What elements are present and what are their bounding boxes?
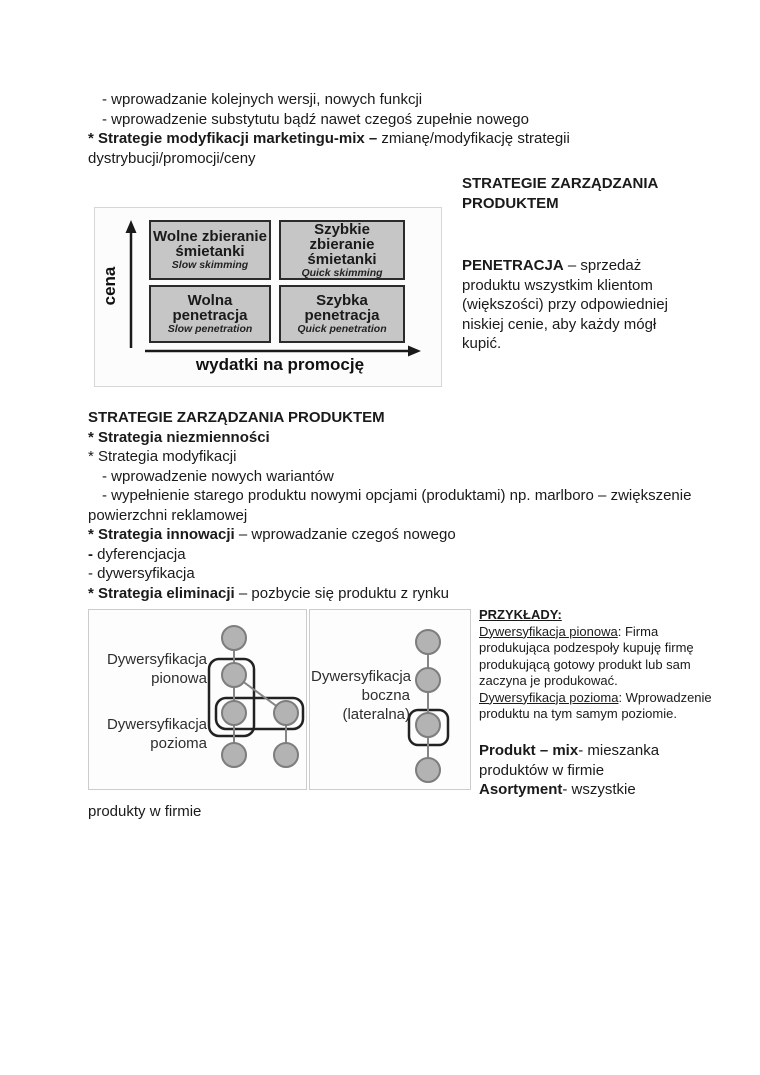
dyferencjacja-line	[88, 545, 753, 565]
strategies-list	[88, 408, 753, 603]
produkt-mix-definition	[479, 741, 694, 780]
product-node	[274, 701, 298, 725]
label-dywersyfikacja-pionowa: Dywersyfikacja pionowa	[106, 651, 207, 687]
strategy-eliminacji	[88, 584, 753, 604]
dyferencjacja-rest: dyferencjacja	[93, 545, 186, 563]
label-dywersyfikacja-pozioma: Dywersyfikacja pozioma	[106, 716, 207, 752]
quadrant-slow-penetration	[149, 285, 271, 343]
dywersyfikacja-line: - dywersyfikacja	[88, 565, 195, 582]
eliminacji-bold: * Strategia eliminacji	[88, 584, 235, 602]
strategy-modyfikacji: * Strategia modyfikacji	[88, 448, 237, 465]
strategies-heading: STRATEGIE ZARZĄDZANIA PRODUKTEM	[88, 409, 385, 426]
quadrant-title: Wolna penetracja	[172, 292, 248, 324]
diversification-vertical-horizontal-figure	[88, 609, 307, 790]
quadrant-subtitle: Slow skimming	[171, 259, 249, 271]
right-column-heading: STRATEGIE ZARZĄDZANIA PRODUKTEM	[462, 175, 658, 212]
product-node	[416, 713, 440, 737]
diversification-lateral-figure	[309, 609, 471, 790]
asortyment-term: Asortyment	[479, 781, 563, 798]
product-node	[274, 743, 298, 767]
marketing-mix-rest: zmianę/modyfikację strategii	[377, 130, 570, 147]
product-node	[222, 663, 246, 687]
przyklad-pionowa	[479, 624, 727, 690]
produkt-mix-rest: - mieszanka produktów w firmie	[479, 742, 660, 779]
intro-paragraph	[88, 90, 668, 168]
modyfikacja-bullet-1: - wprowadzenie nowych wariantów	[102, 467, 334, 485]
asortyment-continuation: produkty w firmie	[88, 803, 202, 820]
pionowa-definition: : Firma produkująca podzespoły kupuję firmę produkującą gotowy produkt lub sam zaczyna je produkować.	[479, 623, 694, 688]
asortyment-definition	[479, 780, 694, 800]
y-axis-arrow-icon	[126, 220, 137, 233]
dyferencjacja-dash: -	[88, 545, 93, 563]
modyfikacja-bullet-2: - wypełnienie starego produktu nowymi opcjami (produktami) np. marlboro – zwiększenie	[102, 487, 692, 504]
product-node	[416, 758, 440, 782]
label-dywersyfikacja-boczna: Dywersyfikacja boczna (lateralna)	[311, 668, 412, 723]
intro-line-3	[88, 129, 668, 149]
quadrant-title: Wolne zbieranie śmietanki	[153, 228, 267, 260]
modyfikacja-bullet-2-cont: powierzchni reklamowej	[88, 506, 248, 524]
penetracja-definition: – sprzedaż produktu wszystkim klientom (większości) przy odpowiedniej niskiej cenie, aby każdy mógł kupić.	[462, 257, 668, 352]
quadrant-subtitle: Slow penetration	[167, 323, 253, 335]
strategy-innowacji	[88, 525, 753, 545]
strategy-niezmiennosci: * Strategia niezmienności	[88, 428, 270, 446]
innowacji-bold: * Strategia innowacji	[88, 526, 235, 543]
produkt-mix-term: Produkt – mix	[479, 742, 579, 759]
quadrant-title: Szybkie zbieranie śmietanki	[307, 220, 377, 268]
product-node	[416, 630, 440, 654]
y-axis-label: cena	[100, 266, 119, 306]
skimming-penetration-matrix-figure	[94, 207, 442, 387]
innowacji-rest: – wprowadzanie czegoś nowego	[234, 526, 456, 543]
product-node	[222, 626, 246, 650]
marketing-mix-bold: * Strategie modyfikacji marketingu-mix –	[88, 130, 378, 147]
penetracja-term: PENETRACJA	[462, 257, 564, 274]
product-node	[222, 743, 246, 767]
penetracja-paragraph	[462, 256, 694, 354]
przyklad-pozioma	[479, 690, 727, 723]
przyklady-heading: PRZYKŁADY:	[479, 607, 562, 622]
x-axis-label: wydatki na promocję	[195, 355, 365, 374]
quadrant-subtitle: Quick skimming	[301, 266, 383, 279]
pionowa-term: Dywersyfikacja pionowa	[479, 623, 618, 639]
intro-line-4: dystrybucji/promocji/ceny	[88, 149, 256, 167]
quadrant-quick-skimming	[279, 220, 405, 280]
pozioma-definition: : Wprowadzenie produktu na tym samym poziomie.	[479, 689, 712, 721]
produkt-mix-block	[479, 741, 694, 800]
intro-bullet-1: - wprowadzanie kolejnych wersji, nowych funkcji	[102, 91, 423, 108]
asortyment-rest: - wszystkie	[562, 781, 636, 798]
pozioma-term: Dywersyfikacja pozioma	[479, 689, 619, 705]
diversification-network-diagram	[89, 610, 306, 789]
quadrant-quick-penetration	[279, 285, 405, 343]
eliminacji-rest: – pozbycie się produktu z rynku	[234, 584, 450, 602]
intro-bullet-2: - wprowadzenie substytutu bądź nawet czegoś zupełnie nowego	[102, 110, 529, 128]
quadrant-slow-skimming	[149, 220, 271, 280]
product-node	[222, 701, 246, 725]
quadrant-subtitle: Quick penetration	[297, 323, 387, 335]
quadrant-title: Szybka penetracja	[304, 292, 380, 324]
przyklady-block	[479, 607, 727, 723]
product-node	[416, 668, 440, 692]
